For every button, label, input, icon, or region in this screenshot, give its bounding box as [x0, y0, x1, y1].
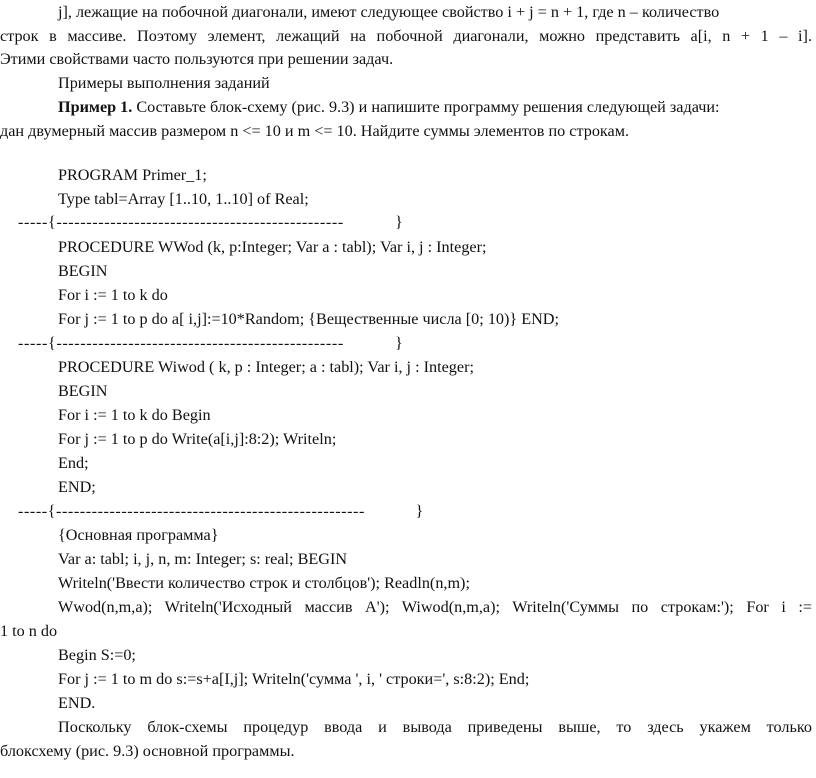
code-line: Wwod(n,m,a); Writeln('Исходный массив А'); Wiwod(n,m,a); Writeln('Суммы по строкам:'); For i := [58, 598, 812, 616]
code-line: END; [58, 478, 96, 496]
code-line: Begin S:=0; [58, 646, 136, 664]
paragraph-line: строк в массиве. Поэтому элемент, лежащий на побочной диагонали, можно представить a[i, n + 1 – i]. [0, 27, 812, 45]
code-line: {Основная программа} [58, 526, 219, 544]
code-line: PROGRAM Primer_1; [58, 166, 207, 184]
example-label: Пример 1. [58, 98, 133, 116]
example-line [58, 95, 720, 119]
paragraph-line: Этими свойствами часто пользуются при решении задач. [0, 50, 394, 68]
separator-line: -----{---------------------------------------------------- } [18, 502, 424, 520]
code-line: For j := 1 to p do a[ i,j]:=10*Random; {Вещественные числа [0; 10)} END; [58, 310, 559, 328]
separator-line: -----{------------------------------------------------ } [18, 213, 404, 231]
code-line: Writeln('Ввести количество строк и столбцов'); Readln(n,m); [58, 574, 470, 592]
code-line: BEGIN [58, 382, 108, 400]
example-text: Составьте блок-схему (рис. 9.3) и напишите программу решения следующей задачи: [132, 98, 720, 116]
code-line: PROCEDURE WWod (k, p:Integer; Var a : tabl); Var i, j : Integer; [58, 238, 487, 256]
paragraph-line: j], лежащие на побочной диагонали, имеют следующее свойство i + j = n + 1, где n – количество [58, 3, 720, 21]
separator-line: -----{------------------------------------------------ } [18, 334, 404, 352]
code-line: For i := 1 to k do Begin [58, 406, 211, 424]
paragraph-line: Поскольку блок-схемы процедур ввода и вывода приведены выше, то здесь укажем только [58, 718, 812, 736]
code-line: For j := 1 to p do Write(a[i,j]:8:2); Writeln; [58, 430, 337, 448]
code-line: For i := 1 to k do [58, 286, 168, 304]
code-line: END. [58, 694, 96, 712]
code-line: End; [58, 454, 89, 472]
section-heading: Примеры выполнения заданий [58, 74, 270, 92]
code-line: For j := 1 to m do s:=s+a[I,j]; Writeln('сумма ', i, ' строки=', s:8:2); End; [58, 670, 530, 688]
code-line: Type tabl=Array [1..10, 1..10] of Real; [58, 190, 309, 208]
paragraph-line: блоксхему (рис. 9.3) основной программы. [0, 742, 295, 760]
example-line: дан двумерный массив размером n <= 10 и m <= 10. Найдите суммы элементов по строкам. [0, 122, 630, 140]
code-line: BEGIN [58, 262, 108, 280]
code-line: 1 to n do [0, 622, 58, 640]
code-line: Var a: tabl; i, j, n, m: Integer; s: real; BEGIN [58, 550, 348, 568]
code-line: PROCEDURE Wiwod ( k, p : Integer; a : tabl); Var i, j : Integer; [58, 358, 474, 376]
